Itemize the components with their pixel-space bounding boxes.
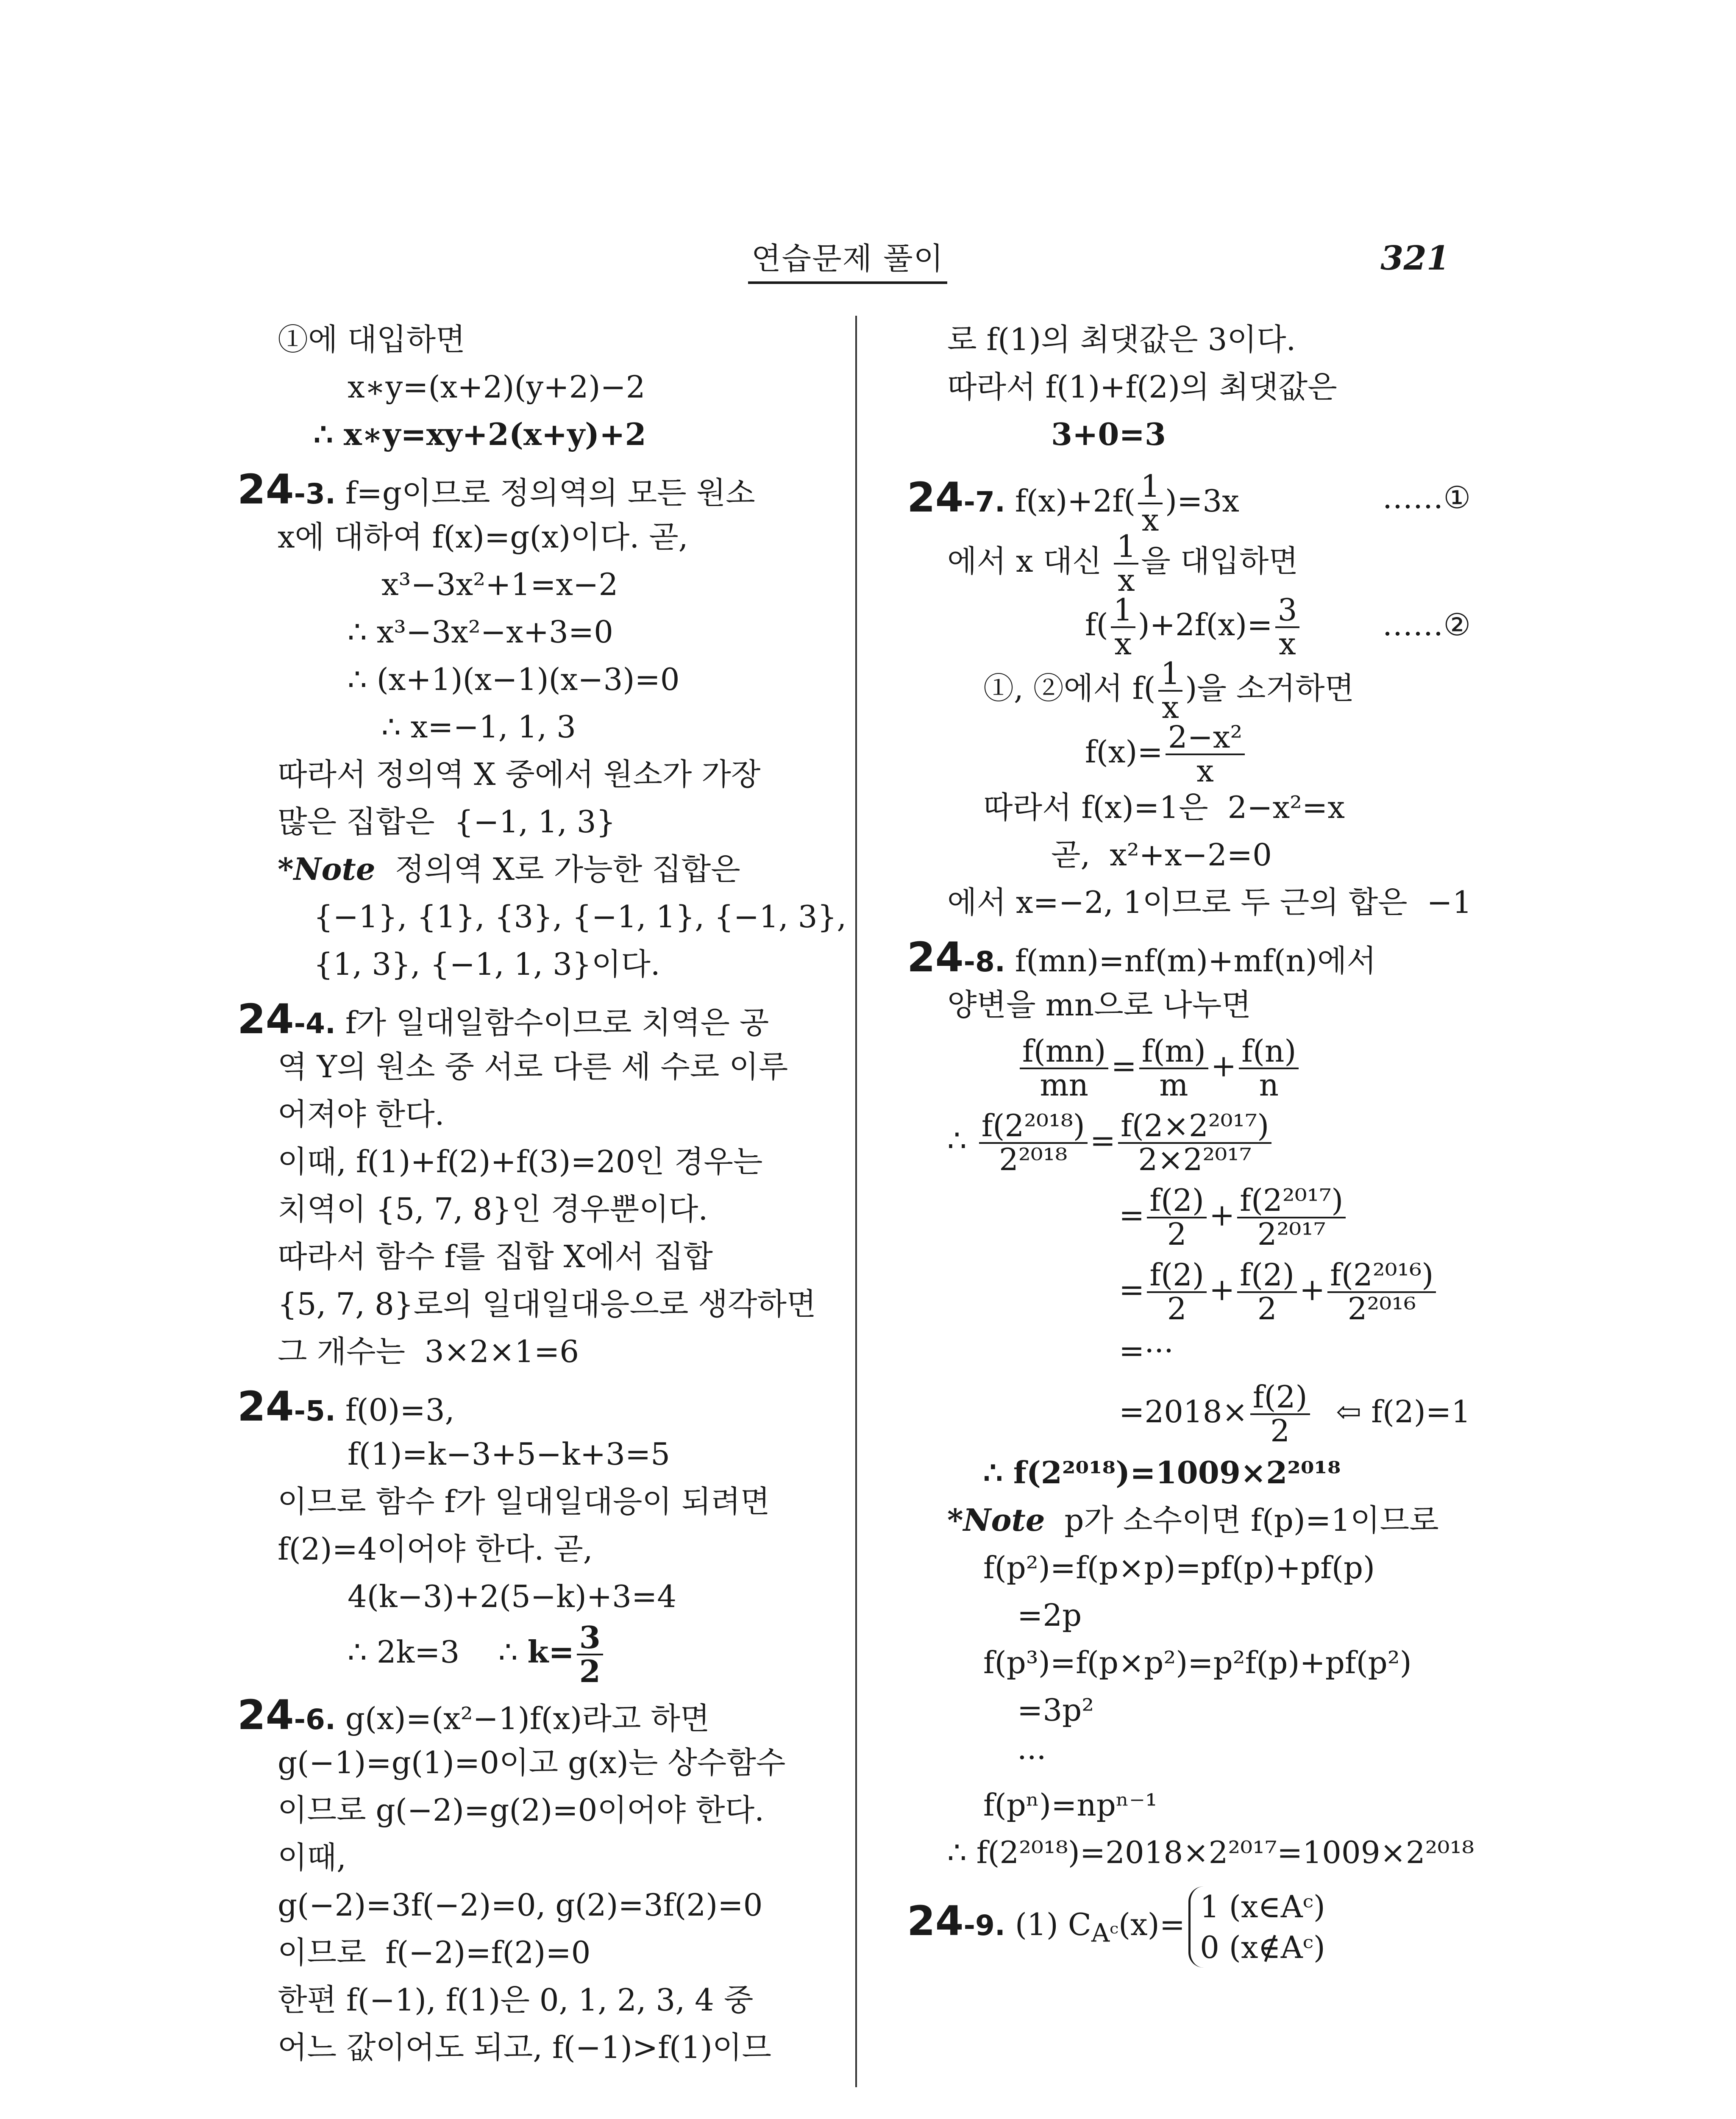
text-line: 에서 x=−2, 1이므로 두 근의 합은 −1 [947,884,1472,920]
text-line: 이므로 함수 f가 일대일대응이 되려면 [278,1484,770,1519]
text-line: {5, 7, 8}로의 일대일대응으로 생각하면 [278,1286,816,1322]
problem-number: 24 [237,1691,294,1739]
text-line: 어져야 한다. [278,1096,445,1132]
equation-line: ∴ x³−3x²−x+3=0 [348,614,613,650]
fraction-denominator: 2 [1167,1216,1187,1252]
fraction [1239,1035,1299,1101]
fraction-denominator: 2²⁰¹⁷ [1257,1216,1326,1252]
problem-number: 24 [237,466,294,513]
text-line: ①에 대입하면 [278,322,465,357]
subscript: Aᶜ [1091,1918,1118,1948]
equation-line: 곧, x²+x−2=0 [1051,837,1272,873]
problem-subnumber: -7. [963,486,1005,518]
text-segment: f(x)= [1085,734,1163,770]
problem-subnumber: -3. [294,478,336,510]
text-line: 따라서 f(x)=1은 2−x²=x [983,790,1345,825]
page-header [237,237,1449,284]
fraction [577,1621,603,1687]
text-line: 이므로 g(−2)=g(2)=0이어야 한다. [278,1792,765,1828]
fraction-numerator: f(n) [1239,1035,1299,1069]
fraction-numerator: f(2²⁰¹⁶) [1327,1259,1436,1293]
text-segment: f(mn)=nf(m)+mf(n)에서 [1005,943,1377,979]
text-line: x에 대하여 f(x)=g(x)이다. 곧, [278,519,688,555]
fraction [1327,1259,1436,1325]
problem-subnumber: -8. [963,945,1005,978]
text-line: g(−1)=g(1)=0이고 g(x)는 상수함수 [278,1745,786,1780]
equation-line: =3p² [1017,1692,1094,1728]
fraction [1166,721,1245,787]
answer-line [237,1619,818,1689]
problem-24-9-heading [907,1884,1471,1965]
fraction-numerator: f(2) [1147,1259,1207,1293]
fraction-denominator: 2 [1167,1291,1187,1326]
problem-24-4-heading [237,996,818,1043]
equation-line: =··· [1119,1333,1174,1368]
fraction-denominator: m [1159,1067,1188,1103]
answer-line: ∴ f(2²⁰¹⁸)=1009×2²⁰¹⁸ [983,1454,1341,1491]
text-line: 어느 값이어도 되고, f(−1)>f(1)이므 [278,2030,771,2065]
fraction-numerator: 3 [1275,594,1300,628]
equation-line: ∴ $\frac{\text{f(2²⁰¹⁸)}}{\text{2²⁰¹⁸}}$ = $\frac{\text{f(2×2²⁰¹⁷)}}{\text{2×2²⁰¹⁷}}$ [907,1103,1471,1178]
text-line: 그 개수는 3×2×1=6 [278,1334,579,1369]
fraction [1111,594,1135,660]
fraction-denominator: mn [1040,1067,1089,1103]
fraction-numerator: f(mn) [1020,1035,1108,1069]
equation-line: ∴ f(2²⁰¹⁸)=2018×2²⁰¹⁷=1009×2²⁰¹⁸ [947,1835,1474,1870]
text-line: 따라서 정의역 X 중에서 원소가 가장 [278,756,761,792]
fraction-numerator: f(2×2²⁰¹⁷) [1118,1110,1271,1144]
left-column [237,316,847,2071]
text-segment: 에서 x 대신 [947,543,1112,579]
text-line: 한편 f(−1), f(1)은 0, 1, 2, 3, 4 중 [278,1982,754,2018]
fraction-denominator: 2 [579,1653,601,1689]
right-column [907,316,1474,1965]
fraction [1250,1381,1310,1447]
fraction-denominator: n [1259,1067,1279,1103]
piecewise-cases [1188,1886,1325,1968]
equation-line: x³−3x²+1=x−2 [381,567,618,602]
fraction [1118,1110,1271,1176]
fraction [1147,1182,1207,1252]
equation-line: f(p³)=f(p×p²)=p²f(p)+pf(p²) [983,1645,1412,1680]
text-line: 따라서 f(1)+f(2)의 최댓값은 [947,369,1337,405]
fraction-numerator: 1 [1114,531,1138,565]
fraction-denominator: 2 [1257,1291,1277,1326]
fraction-denominator: 2²⁰¹⁶ [1347,1291,1416,1326]
fraction-denominator: x [1114,626,1132,662]
fraction-denominator: x [1141,502,1159,538]
text-segment: ∴ 2k=3 ∴ [348,1634,528,1670]
fraction [1275,594,1300,660]
answer-segment: k= [527,1634,574,1670]
equation-tag: ……② [1382,607,1471,642]
column-divider [855,316,857,2087]
text-segment: =2018× [1119,1394,1248,1429]
equation-line: f( $\frac{1}{x}$ )+2f(x)= $\frac{3}{x}$ ……② [1085,592,1471,662]
text-line [907,528,1471,598]
note-line [907,1496,1471,1544]
text-segment: =3x [1177,483,1239,519]
fraction [1138,470,1163,536]
text-line: 로 f(1)의 최댓값은 3이다. [947,322,1296,357]
text-line: 따라서 함수 f를 집합 X에서 집합 [278,1239,713,1274]
problem-number: 24 [907,1897,964,1945]
text-segment: f(0)=3, [335,1392,455,1428]
fraction [1114,528,1138,598]
problem-number: 24 [237,996,294,1043]
fraction [1020,1035,1108,1101]
fraction-denominator: 2 [1270,1413,1290,1449]
fraction-denominator: x [1196,753,1214,789]
equation-line: ∴ (x+1)(x−1)(x−3)=0 [348,662,680,697]
problem-24-5-heading [237,1383,818,1430]
hint-note: ⇦ f(2)=1 [1336,1394,1471,1429]
answer-line: ∴ x∗y=xy+2(x+y)+2 [314,416,646,452]
text-line: 이때, f(1)+f(2)+f(3)=20인 경우는 [278,1144,763,1179]
note-label: *Note [278,851,376,887]
equation-line: $\frac{f(mn)}{mn}$ = $\frac{f(m)}{m}$ + $\frac{f(n)}{n}$ [907,1029,1471,1103]
problem-number: 24 [237,1383,294,1430]
problem-subnumber: -6. [294,1703,336,1736]
text-line: {−1}, {1}, {3}, {−1, 1}, {−1, 3}, [314,899,847,934]
fraction-numerator: f(2) [1237,1259,1297,1293]
problem-subnumber: -5. [294,1395,336,1427]
text-segment: 을 소거하면 [1197,670,1355,706]
fraction-numerator: 3 [577,1621,603,1655]
text-segment: f [1085,607,1096,642]
equation-line: ∴ x=−1, 1, 3 [381,709,576,745]
fraction-numerator: f(2²⁰¹⁸) [979,1110,1088,1144]
fraction-denominator: x [1279,626,1296,662]
text-segment: f=g이므로 정의역의 모든 원소 [335,475,755,511]
running-title: 연습문제 풀이 [748,237,947,284]
text-line: 이므로 f(−2)=f(2)=0 [278,1935,591,1970]
fraction [979,1110,1088,1176]
fraction [1139,1035,1208,1101]
equation-line: f(p²)=f(p×p)=pf(p)+pf(p) [983,1550,1375,1585]
fraction-numerator: 1 [1158,658,1183,692]
text-line: 이때, [278,1840,346,1875]
fraction-denominator: 2×2²⁰¹⁷ [1138,1142,1252,1177]
equation-line [907,1374,1471,1449]
note-label: *Note [947,1502,1045,1538]
equation-line: ··· [1017,1740,1046,1775]
fraction [1237,1259,1297,1325]
equation-tag: ……① [1382,480,1471,515]
text-segment: (1) C [1005,1907,1091,1942]
fraction [1147,1259,1207,1325]
case-line: 1 (x∈Aᶜ) [1200,1889,1325,1924]
fraction-numerator: f(2) [1147,1185,1207,1218]
fraction-numerator: 2−x² [1166,721,1245,755]
equation-line: f(1)=k−3+5−k+3=5 [348,1436,670,1472]
text-segment: f(x)+2f [1005,483,1124,519]
problem-24-8-heading [907,934,1471,981]
fraction [1158,658,1183,723]
equation-line: x∗y=(x+2)(y+2)−2 [348,369,645,405]
text-segment: ①, ②에서 f [983,670,1144,706]
equation-line: = $\frac{f(2)}{2}$ + $\frac{f(2)}{2}$ + $\frac{\text{f(2²⁰¹⁶)}}{\text{2²⁰¹⁶}}$ [907,1252,1471,1327]
fraction-numerator: f(2) [1250,1381,1310,1415]
fraction-denominator: x [1118,562,1135,598]
text-line: 양변을 mn으로 나누면 [947,987,1251,1023]
fraction-numerator: 1 [1138,470,1163,504]
text-segment: +2f(x)= [1149,607,1273,642]
text-line: f(2)=4이어야 한다. 곧, [278,1531,593,1567]
problem-24-7-heading: 24-7. f(x)+2f( $\frac{1}{x}$ )=3x ……① [907,466,1471,529]
problem-24-6-heading [237,1691,818,1739]
fraction-numerator: 1 [1111,594,1135,628]
text-line: 많은 집합은 {−1, 1, 3} [278,804,616,840]
case-line: 0 (x∉Aᶜ) [1200,1930,1325,1965]
text-segment: ∴ [947,1123,976,1158]
fraction-numerator: f(m) [1139,1035,1208,1069]
fraction-denominator: 2²⁰¹⁸ [999,1142,1068,1177]
fraction [1237,1182,1346,1252]
text-segment: (x)= [1118,1907,1185,1942]
equation-line: =2p [1017,1597,1082,1633]
problem-subnumber: -4. [294,1007,336,1040]
text-segment: p가 소수이면 f(p)=1이므로 [1045,1502,1439,1538]
answer-line: 3+0=3 [1051,416,1166,452]
text-segment: 정의역 X로 가능한 집합은 [375,851,740,887]
text-line: {1, 3}, {−1, 1, 3}이다. [314,946,660,982]
text-line: 치역이 {5, 7, 8}인 경우뿐이다. [278,1191,708,1227]
equation-line: = $\frac{f(2)}{2}$ + $\frac{\text{f(2²⁰¹⁷)}}{\text{2²⁰¹⁷}}$ [907,1178,1471,1252]
fraction-numerator: f(2²⁰¹⁷) [1237,1185,1346,1218]
equation-line: 4(k−3)+2(5−k)+3=4 [348,1579,677,1614]
problem-subnumber: -9. [963,1909,1005,1942]
text-line: ①, ②에서 f( $\frac{1}{x}$ )을 소거하면 [983,656,1355,725]
page-number: 321 [1380,239,1449,278]
equation-line: f(pⁿ)=npⁿ⁻¹ [983,1787,1157,1823]
text-segment: 을 대입하면 [1141,543,1298,579]
problem-number: 24 [907,474,964,521]
text-segment: g(x)=(x²−1)f(x)라고 하면 [335,1701,710,1736]
note-line [237,845,818,893]
equation-line [907,719,1471,789]
equation-line: g(−2)=3f(−2)=0, g(2)=3f(2)=0 [278,1887,763,1923]
text-line: 역 Y의 원소 중 서로 다른 세 수로 이루 [278,1049,788,1085]
problem-number: 24 [907,934,964,981]
problem-24-3-heading [237,466,818,513]
fraction-denominator: x [1162,690,1179,725]
text-segment: f가 일대일함수이므로 치역은 공 [335,1005,769,1040]
